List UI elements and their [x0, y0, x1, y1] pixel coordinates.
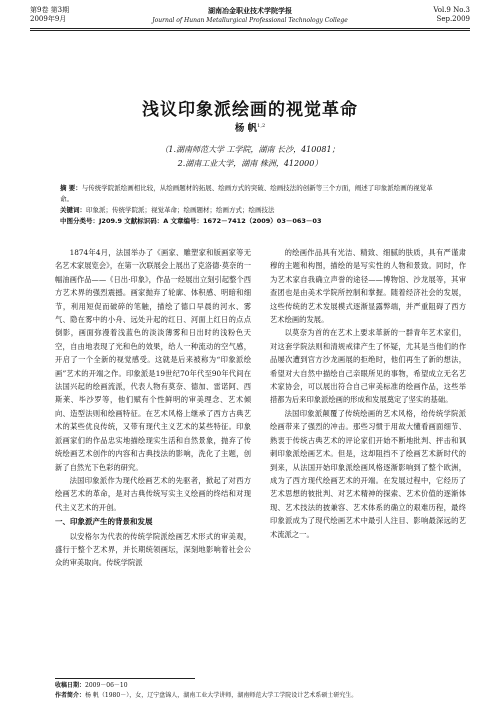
body-paragraph: 的绘画作品具有光洁、精致、细腻的肤质，具有严谨肃穆的主题和构图，描绘的是写实性的人物和景致。同时，作为艺术家自我确立声誉的途径——博物馆、沙龙展等，其审查团也是由美术学院所控制和掌握。随着经济社会的发展，这些传统的艺术发展模式逐渐显露弊端，并严重阻碍了西方艺术绘画的发展。 [270, 248, 466, 325]
received-label: 收稿日期： [55, 682, 86, 689]
footnote [55, 681, 470, 700]
footnote-rule [55, 678, 195, 679]
header-center [30, 6, 470, 25]
received-value: 2009－06－10 [85, 682, 128, 689]
body-paragraph: 以莫奈为首的在艺术上要求革新的一群青年艺术家们，对这套学院法则和清规戒律产生了怀疑，尤其是当他们的作品屡次遭到官方沙龙画展的拒绝时，他们再生了新的想法，希望对大自然中描绘自己亲眼所见的事物，希望成立无名艺术家协会，可以展出符合自己审美标准的绘画作品，这些举措都为后来印象派绘画的形成和发展奠定了坚实的基础。 [270, 328, 466, 405]
keywords-text: 印象派；传统学院派；视觉革命；绘画题材；绘画方式；绘画技法 [86, 206, 275, 214]
classification-text: 中图分类号：J209.9 文献标识码：A 文章编号：1672－7412（2009）03－063－03 [60, 217, 322, 225]
classification-line [60, 216, 440, 227]
section-heading: 一、印象派产生的背景和发展 [55, 517, 153, 527]
publication-date-english: Sep.2009 [436, 15, 470, 23]
author-bio [55, 691, 470, 701]
affiliations [0, 143, 500, 171]
publication-date: 2009年9月 [30, 15, 67, 23]
paper-title: 浅议印象派绘画的视觉革命 [142, 100, 358, 120]
body-column-right [270, 246, 466, 541]
received-date [55, 681, 470, 691]
author-affiliation-marker: 1,2 [257, 122, 266, 129]
body-paragraph: 以安格尔为代表的传统学院派绘画艺术形式的审美观，盛行于整个艺术界，并长期统领画坛，深刻地影响着社会公众的审美取向。传统学院派 [55, 531, 251, 568]
body-paragraph: 法国印象派作为现代绘画艺术的先驱者，掀起了对西方绘画艺术的革命，是对古典传统写实主义绘画的终结和对现代主义艺术的开创。 [55, 475, 251, 512]
keywords [60, 205, 440, 216]
body-column-left [55, 246, 251, 570]
affiliation-2: 2.湖南工业大学，湖南 株洲，412000） [177, 159, 323, 168]
affiliation-1: （1.湖南师范大学 工学院，湖南 长沙，410081； [160, 145, 340, 154]
journal-name-english: Journal of Hunan Metallurgical Professional Technology College [152, 17, 348, 24]
author-name: 杨 帆 [234, 123, 258, 134]
abstract-label: 摘 要： [60, 184, 82, 192]
header-rule-top [30, 28, 470, 29]
header-rule-bottom [30, 30, 470, 31]
body-paragraph: 法国印象派颠覆了传统绘画的艺术风格，给传统学院派绘画带来了强烈的冲击。那些习惯于用故大懂看画面细节、熟衷于传统古典艺术的评论家们开始不断地批判、抨击和讽刺印象派绘画艺术。但是，这却阻挡不了绘画艺术新时代的到来，从法国开始印象派绘画风格逐渐影响到了整个欧洲，成为了西方现代绘画艺术的开端。在发展过程中，它经历了艺术思想的彼批判、对艺术精神的探索、艺术价值的逐渐体现、艺术技法的披兼容、艺术体系的确立的艰难历程，最终印象派成为了现代绘画艺术中最引人注目、影响最深远的艺术流派之一。 [270, 408, 466, 539]
body-paragraph: 1874年4月，法国举办了《画家、雕塑家和版画家等无名艺术家展览会》，在第一次联展会上展出了克洛德·莫奈的一幅油画作品——《日出·印象》，作品一经展出立刻引起整个西方艺术界的强烈震撼。画家抛弃了轮廓、体积感、明暗和细节，利用短促而破碎的笔触，描绘了德口早晨的河水、雾气、隐在雾中的小舟、远处升起的红日、河面上红日的点点倒影，画面弥漫着浅蓝色的淡淡薄雾和日出时的浅粉色天空，自由地表现了光和色的效果，给人一种流动的空气感，开启了一个全新的视觉感受。这就是后来被称为“印象派绘画”艺术的开端之作。印象派是19世纪70年代至90年代间在法国兴起的绘画流派，代表人物有莫奈、德加、雷诺阿、西斯莱、毕沙罗等，他们赋有个性鲜明的审美理念、艺术倾向、造型法则和绘画特征。在艺术风格上继承了西方古典艺术的某些优良传统，又带有现代主义艺术的某些特征。印象派画家们的作品忠实地描绘现实生活和自然景象，抛弃了传统绘画艺术创作的内容和古典技法的影响，洗化了主题，创新了自然光下色彩的研究。 [55, 248, 251, 472]
author-line [0, 120, 500, 134]
abstract-block [60, 183, 440, 227]
volume-issue: 第9卷 第3期 [30, 6, 70, 14]
author-bio-label: 作者简介： [55, 691, 86, 699]
journal-name: 湖南冶金职业技术学院学报 [208, 6, 292, 15]
keywords-label: 关键词： [60, 206, 86, 214]
abstract [60, 183, 440, 205]
author-bio-text: 杨 帆（1980－），女，辽宁盘锦人，湖南工业大学讲师，湖南师范大学工学院设计艺术系硕士研究生。 [85, 691, 358, 699]
abstract-text: 与传统学院派绘画相比较，从绘画题材的拓展、绘画方式的突破、绘画技法的创新等三个方面，阐述了印象派绘画的视觉革命。 [60, 184, 433, 203]
header-right [433, 6, 470, 24]
volume-issue-english: Vol.9 No.3 [433, 6, 470, 14]
